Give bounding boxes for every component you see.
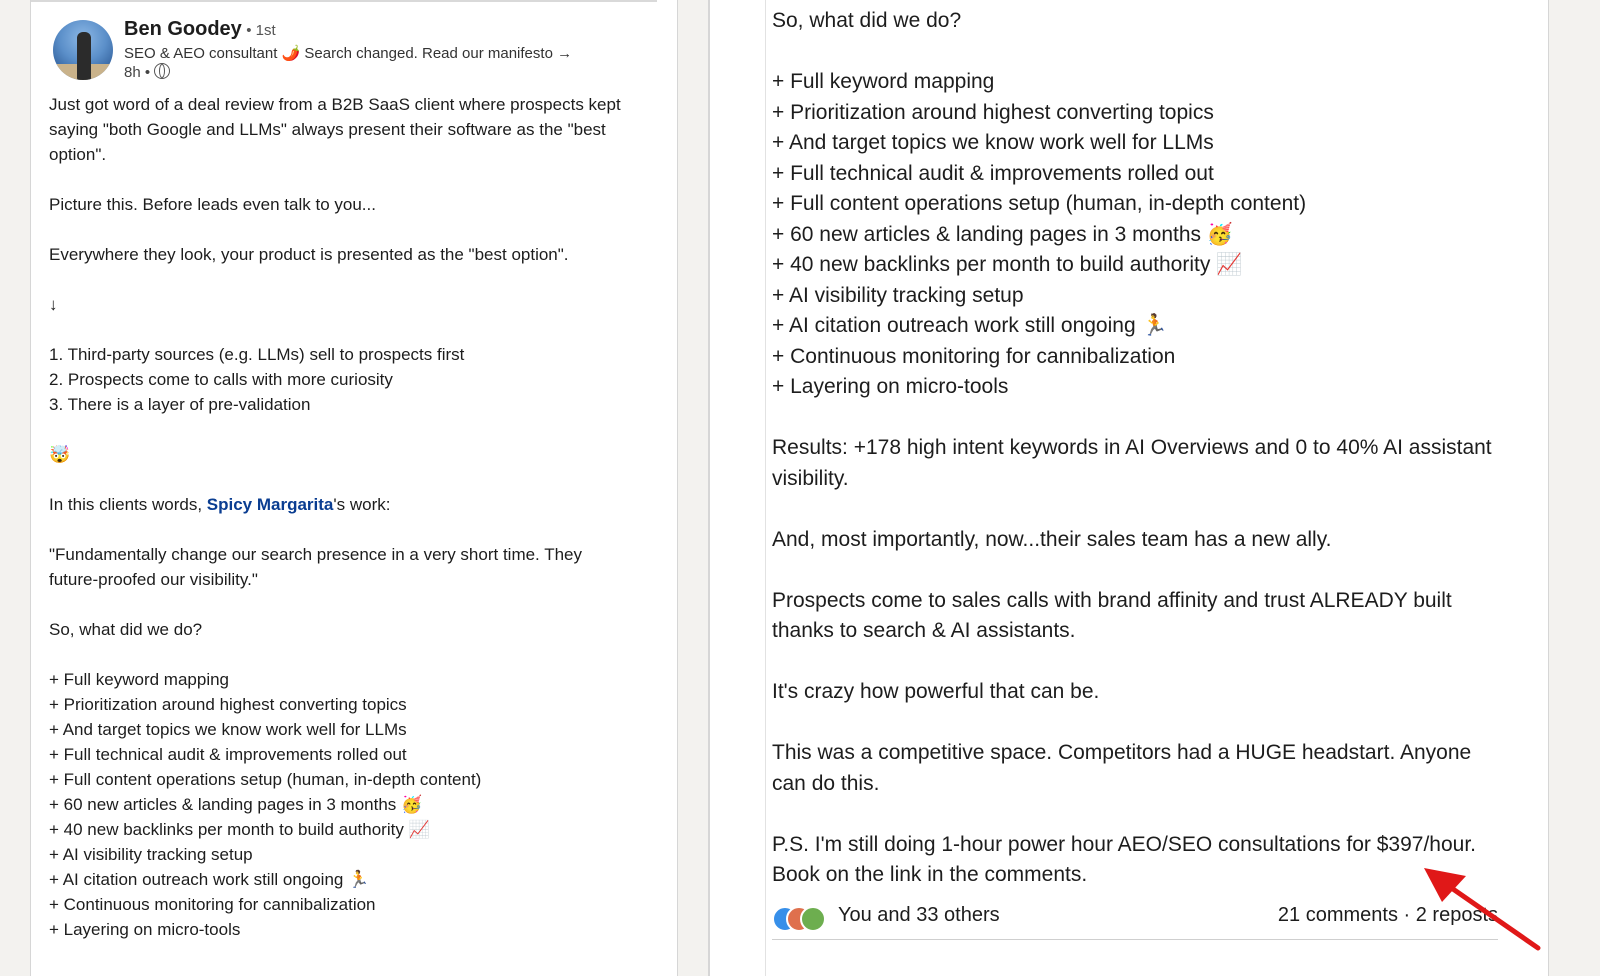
list-item: + Prioritization around highest converting topics [772,100,1214,124]
ally-line: And, most importantly, now...their sales team has a new ally. [772,527,1332,551]
left-gutter [0,0,31,976]
crazy-line: It's crazy how powerful that can be. [772,680,1100,703]
list-item: + 40 new backlinks per month to build authority 📈 [49,820,430,839]
card-inner-border [765,0,766,976]
list-item: + Full content operations setup (human, in-depth content) [49,770,482,789]
comments-reposts-count[interactable]: 21 comments · 2 reposts [1277,904,1498,926]
list-item: + 60 new articles & landing pages in 3 months 🥳 [49,795,423,814]
list-item: 1. Third-party sources (e.g. LLMs) sell to prospects first [49,345,465,364]
author-avatar[interactable] [53,20,113,80]
list-item: + Full technical audit & improvements rolled out [772,161,1214,185]
reactions-count[interactable]: You and 33 others [838,904,1000,926]
post-line: saying "both Google and LLMs" always present their software as the "best [49,120,606,139]
results-line: Results: +178 high intent keywords in AI Overviews and 0 to 40% AI assistant [772,436,1492,459]
social-divider [772,939,1498,940]
quote-line: future-proofed our visibility." [49,570,258,589]
down-arrow-line: ↓ [49,295,58,314]
clients-words-pre: In this clients words, [49,495,207,514]
ps-line: P.S. I'm still doing 1-hour power hour AEO/SEO consultations for $397/hour. [772,832,1477,856]
prospects-line: thanks to search & AI assistants. [772,619,1076,642]
list-item: + 40 new backlinks per month to build authority 📈 [772,253,1243,276]
list-item: 2. Prospects come to calls with more curiosity [49,370,393,389]
list-item: + Full keyword mapping [772,70,995,93]
what-did-we-do: So, what did we do? [49,620,203,639]
results-line: visibility. [772,466,849,490]
list-item: + And target topics we know work well for LLMs [49,720,407,739]
list-item: + AI visibility tracking setup [772,283,1024,307]
reaction-icons[interactable] [772,904,832,930]
post-line: Everywhere they look, your product is presented as the "best option". [49,245,569,264]
post-line: Picture this. Before leads even talk to you... [49,195,376,214]
list-item: + Layering on micro-tools [772,375,1009,398]
left-post-body [49,92,649,942]
support-reaction-icon [800,906,826,932]
avatar-person [77,32,91,80]
social-counts-bar [772,902,1498,932]
quote-line: "Fundamentally change our search presence in a very short time. They [49,545,582,564]
post-time: 8h • [124,64,151,81]
competitive-line: can do this. [772,771,880,795]
connection-degree: • 1st [246,22,276,39]
card-top-border [31,0,657,2]
competitive-line: This was a competitive space. Competitors had a HUGE headstart. Anyone [772,741,1472,764]
left-post-card [31,0,678,976]
list-item: + 60 new articles & landing pages in 3 months 🥳 [772,222,1233,246]
post-meta [124,63,170,81]
clients-words-post: 's work: [333,495,391,514]
post-line: option". [49,145,107,164]
middle-gutter [678,0,709,976]
list-item: + AI citation outreach work still ongoing 🏃 [772,314,1168,337]
right-gutter [1549,0,1600,976]
clients-words-line [49,492,649,517]
author-name[interactable]: Ben Goodey [124,18,242,40]
list-item: + Full keyword mapping [49,670,230,689]
list-item: + Layering on micro-tools [49,920,241,939]
list-item: + AI citation outreach work still ongoing 🏃 [49,870,370,889]
spicy-margarita-link[interactable]: Spicy Margarita [206,495,334,514]
prospects-line: Prospects come to sales calls with brand affinity and trust ALREADY built [772,588,1452,612]
mind-blown-emoji: 🤯 [49,445,71,464]
list-item: + Prioritization around highest converting topics [49,695,407,714]
list-item: + Continuous monitoring for cannibalization [772,344,1176,368]
list-item: + AI visibility tracking setup [49,845,253,864]
ps-line: Book on the link in the comments. [772,863,1088,886]
list-item: + Continuous monitoring for cannibalization [49,895,376,914]
post-line: Just got word of a deal review from a B2B SaaS client where prospects kept [49,95,621,114]
list-item: + Full content operations setup (human, in-depth content) [772,192,1307,215]
list-item: 3. There is a layer of pre-validation [49,395,311,414]
author-line [124,18,276,41]
red-arrow-annotation [1420,862,1600,976]
list-item: + Full technical audit & improvements rolled out [49,745,407,764]
what-did-we-do: So, what did we do? [772,9,962,32]
right-post-body [772,6,1512,891]
list-item: + And target topics we know work well for LLMs [772,131,1214,154]
author-headline: SEO & AEO consultant 🌶️ Search changed. Read our manifesto → [124,45,573,62]
globe-icon [154,63,170,79]
